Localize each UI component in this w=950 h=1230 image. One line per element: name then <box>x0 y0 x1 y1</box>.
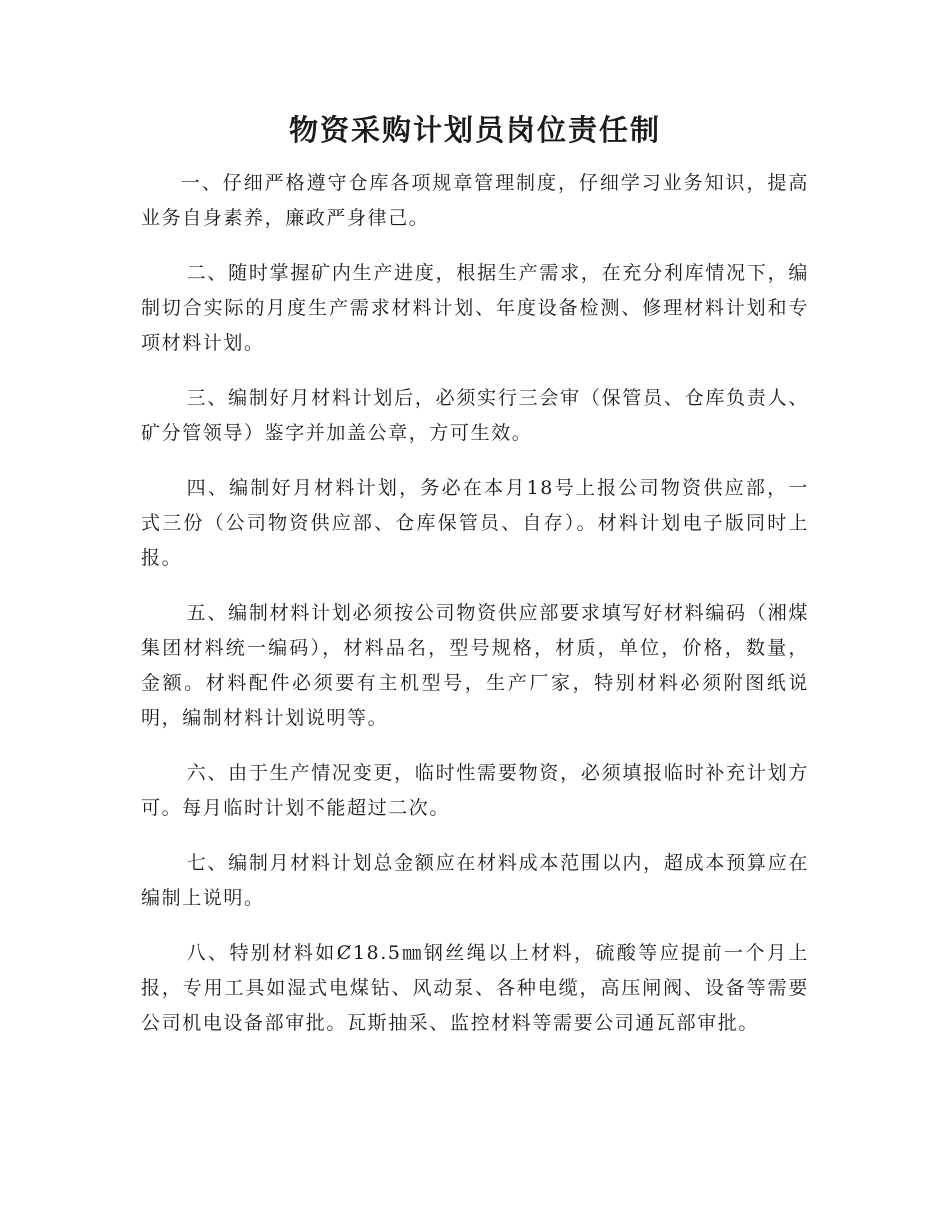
paragraph-4: 四、编制好月材料计划，务必在本月18号上报公司物资供应部，一式三份（公司物资供应部、仓库保管员、自存）。材料计划电子版同时上报。 <box>141 477 809 569</box>
document-title: 物资采购计划员岗位责任制 <box>288 113 661 147</box>
paragraph-5: 五、编制材料计划必须按公司物资供应部要求填写好材料编码（湘煤集团材料统一编码），材料品名，型号规格，材质，单位，价格，数量，金额。材料配件必须要有主机型号，生产厂家，特别材料必须附图纸说明，编制材料计划说明等。 <box>141 602 809 729</box>
paragraph-6: 六、由于生产情况变更，临时性需要物资，必须填报临时补充计划方可。每月临时计划不能超过二次。 <box>141 762 809 819</box>
paragraph-2: 二、随时掌握矿内生产进度，根据生产需求，在充分利库情况下，编制切合实际的月度生产需求材料计划、年度设备检测、修理材料计划和专项材料计划。 <box>141 262 809 354</box>
paragraph-3: 三、编制好月材料计划后，必须实行三会审（保管员、仓库负责人、矿分管领导）鉴字并加盖公章，方可生效。 <box>141 387 809 444</box>
paragraph-1: 一、仔细严格遵守仓库各项规章管理制度，仔细学习业务知识，提高业务自身素养，廉政严身律己。 <box>141 172 809 229</box>
paragraph-8: 八、特别材料如Ȼ18.5㎜钢丝绳以上材料，硫酸等应提前一个月上报，专用工具如湿式电煤钻、风动泵、各种电缆，高压闸阀、设备等需要公司机电设备部审批。瓦斯抽采、监控材料等需要公司通瓦部审批。 <box>141 942 809 1034</box>
paragraph-7: 七、编制月材料计划总金额应在材料成本范围以内，超成本预算应在编制上说明。 <box>141 852 809 909</box>
document-body <box>141 166 809 1061</box>
